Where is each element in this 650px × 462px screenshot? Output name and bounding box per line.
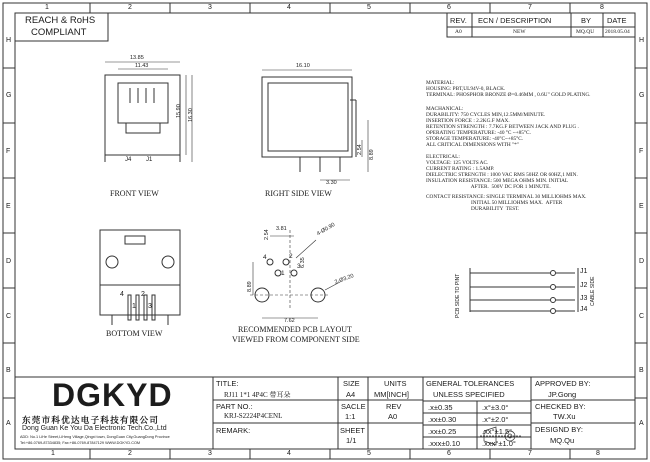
pcb-layout-caption-1: RECOMMENDED PCB LAYOUT xyxy=(238,325,352,334)
dim-side-width: 16.10 xyxy=(296,63,310,69)
checked-value: TW.Xu xyxy=(553,412,576,421)
size-label: SIZE xyxy=(343,379,360,388)
dim-pcb-7-62: 7.62 xyxy=(284,318,295,324)
dim-pcb-3-81: 3.81 xyxy=(276,226,287,232)
grid-row-d-right: D xyxy=(639,258,645,265)
tolerance-linear-2: .xx±0.30 xyxy=(428,415,457,424)
compliance-line-1: REACH & RoHS xyxy=(25,15,96,26)
side-view-drawing xyxy=(262,70,368,180)
spec-elec-dielectric: DIELECTRIC STRENGTH : 1000 VAC RMS 50HZ OR 60HZ,1 MIN. xyxy=(426,172,578,178)
spec-electrical-header: ELECTRICAL: xyxy=(426,154,460,160)
schematic-left-label: PCB SIDE TO PINT xyxy=(455,273,461,318)
grid-col-1: 1 xyxy=(45,4,49,11)
grid-row-e-right: E xyxy=(639,203,644,210)
grid-row-e: E xyxy=(6,203,11,210)
grid-col-2-bottom: 2 xyxy=(128,450,132,457)
rev-value-ecn: NEW xyxy=(513,29,526,35)
company-logo: DGKYD xyxy=(52,377,173,413)
grid-row-h-right: H xyxy=(639,37,645,44)
rev-header-date: DATE xyxy=(607,16,627,25)
grid-col-4-bottom: 4 xyxy=(287,450,291,457)
side-view-caption: RIGHT SIDE VIEW xyxy=(265,189,332,198)
bottom-view-drawing xyxy=(100,230,180,325)
checked-label: CHECKED BY: xyxy=(535,402,586,411)
approved-value: JP.Gong xyxy=(548,390,577,399)
schematic-pin-j3: J3 xyxy=(580,295,588,302)
pcb-pin-3: 3 xyxy=(297,263,301,270)
dim-pcb-hole-small: 4-Ø0.90 xyxy=(316,222,337,238)
dim-pcb-6-35: 6.35 xyxy=(300,257,306,268)
rev-header-by: BY xyxy=(581,16,592,25)
schematic-right-label: CABLE SIDE xyxy=(590,276,596,306)
spec-elec-current: CURRENT RATING : 1.5AMP. xyxy=(426,166,495,172)
tolerance-linear-1: .x±0.35 xyxy=(428,403,453,412)
dim-side-h1: 2.54 xyxy=(357,144,363,155)
dim-front-height-inner: 15.90 xyxy=(176,104,182,118)
spec-elec-voltage: VOLTAGE: 125 VOLTS AC. xyxy=(426,160,489,166)
spec-elec-insulation: INSULATION RESISTANCE: 500 MEGA OHMS MIN. INITIAL xyxy=(426,178,569,184)
pcb-pin-2: 2 xyxy=(289,253,293,260)
tolerance-header-1: GENERAL TOLERANCES xyxy=(426,379,515,388)
company-address: ADD: No.1 LiHe Street,LiHeng Village,Qingxi town, DongGuan City,GuangDong Province xyxy=(20,435,170,439)
designed-value: MQ.Qu xyxy=(550,436,575,445)
schematic-pin-j1: J1 xyxy=(580,268,588,275)
rev-header-rev: REV. xyxy=(450,16,467,25)
spec-mech-storage: STORAGE TEMPERATURE: -40°C~+85°C. xyxy=(426,136,524,142)
grid-col-1-bottom: 1 xyxy=(51,450,55,457)
rev-value-date: 2018.05.04 xyxy=(605,29,630,35)
spec-mech-retention: RETENTION STRENGTH : 7.7KG.F BETWEEN JACK AND PLUG . xyxy=(426,124,579,130)
grid-col-6: 6 xyxy=(447,4,451,11)
spec-material-housing: HOUSING: PBT,UL94V-0, BLACK. xyxy=(426,86,506,92)
designed-label: DESIGND BY: xyxy=(535,425,583,434)
spec-elec-contact: CONTACT RESISTANCE: SINGLE TERMINAL 30 MILLIOHMS MAX. xyxy=(426,194,587,200)
schematic-pin-j2: J2 xyxy=(580,282,588,289)
dim-pcb-8-89: 8.89 xyxy=(247,281,253,292)
schematic-pin-j4: J4 xyxy=(580,306,588,313)
title-value: RJ11 1*1 4P4C 带耳朵 xyxy=(224,391,291,399)
schematic-drawing xyxy=(470,268,578,314)
units-value: MM[INCH] xyxy=(374,390,409,399)
spec-mech-critical: ALL CRITICAL DIMENSIONS WITH "*" xyxy=(426,142,519,148)
bottom-pin-3: 3 xyxy=(148,303,152,310)
spec-mech-insertion: INSERTION FORCE : 2.2KG.F MAX. xyxy=(426,118,510,124)
pcb-pin-1: 1 xyxy=(281,270,285,277)
scale-value: 1:1 xyxy=(345,412,356,421)
dim-front-width-inner: 11.43 xyxy=(135,63,149,69)
part-no-value: KRJ-S2224P4CENL xyxy=(224,412,283,420)
front-label-j4: J4 xyxy=(125,157,132,163)
grid-row-c-right: C xyxy=(639,313,645,320)
tolerance-linear-3: .xx±0.25 xyxy=(428,427,457,436)
rev-value-by: MQ.QU xyxy=(576,29,595,35)
grid-col-5-bottom: 5 xyxy=(367,450,371,457)
grid-row-h: H xyxy=(6,37,12,44)
company-name-en: Dong Guan Ke You Da Electronic Tech.Co.,Ltd xyxy=(22,425,167,432)
grid-col-5: 5 xyxy=(367,4,371,11)
grid-col-2: 2 xyxy=(128,4,132,11)
front-view-caption: FRONT VIEW xyxy=(110,189,159,198)
grid-col-8: 8 xyxy=(600,4,604,11)
sheet-label: SHEET xyxy=(340,426,366,435)
bottom-pin-2: 2 xyxy=(141,291,145,298)
grid-row-g-right: G xyxy=(639,92,645,99)
company-name-cn: 东莞市科优达电子科技有限公司 xyxy=(22,415,160,425)
grid-col-3-bottom: 3 xyxy=(208,450,212,457)
pcb-layout-caption-2: VIEWED FROM COMPONENT SIDE xyxy=(232,335,360,344)
grid-col-4: 4 xyxy=(287,4,291,11)
compliance-line-2: COMPLIANT xyxy=(31,27,87,38)
grid-row-a: A xyxy=(6,420,11,427)
dim-side-bottom: 3.30 xyxy=(326,180,337,186)
grid-col-8-bottom: 8 xyxy=(596,450,600,457)
rev-value: A0 xyxy=(388,412,398,421)
bottom-view-caption: BOTTOM VIEW xyxy=(106,329,163,338)
spec-mech-operating: OPERATING TEMPERATURE: -40 °C ~+85°C. xyxy=(426,130,531,136)
spec-elec-contact-initial: INITIAL 50 MILLIOHMS MAX. AFTER xyxy=(426,200,563,206)
rev-label: REV xyxy=(386,402,402,411)
dim-front-height-outer: 16.30 xyxy=(188,108,194,122)
remark-label: REMARK: xyxy=(216,426,251,435)
grid-row-b-right: B xyxy=(639,367,644,374)
part-no-label: PART NO.: xyxy=(216,402,253,411)
scale-label: SACLE xyxy=(341,402,366,411)
rev-header-ecn: ECN / DESCRIPTION xyxy=(478,16,552,25)
size-value: A4 xyxy=(346,390,356,399)
bottom-pin-1: 1 xyxy=(132,303,136,310)
pcb-pin-4: 4 xyxy=(263,254,267,261)
grid-row-b: B xyxy=(6,367,11,374)
bottom-pin-4: 4 xyxy=(120,291,124,298)
approved-label: APPROVED BY: xyxy=(535,379,591,388)
spec-material-terminal: TERMINAL: PHOSPHOR BRONZE Ø=0.46MM , 0.6U" GOLD PLATING. xyxy=(426,92,591,98)
spec-mechanical-header: MACHANICAL: xyxy=(426,106,464,112)
grid-col-3: 3 xyxy=(208,4,212,11)
grid-col-7-bottom: 7 xyxy=(528,450,532,457)
grid-row-g: G xyxy=(6,92,12,99)
dim-side-h2: 8.89 xyxy=(369,149,375,160)
sheet-value: 1/1 xyxy=(346,436,357,445)
spec-elec-insulation-after: AFTER. 500V DC FOR 1 MINUTE. xyxy=(426,184,551,190)
front-label-j1: J1 xyxy=(146,157,153,163)
grid-row-a-right: A xyxy=(639,420,644,427)
tolerance-linear-4: .xxx±0.10 xyxy=(428,439,461,448)
tolerance-angular-3: .xx°±1.5° xyxy=(482,427,513,436)
tolerance-angular-1: .x°±3.0° xyxy=(482,403,509,412)
company-contact: Tel:+86-0769-87334835; Fax:+86-0769-87847129 WWW.DGKYD.COM xyxy=(20,441,141,445)
grid-row-c: C xyxy=(6,313,12,320)
tolerance-angular-4: .xxx°±1.0° xyxy=(482,439,516,448)
grid-col-6-bottom: 6 xyxy=(447,450,451,457)
rev-value-rev: A0 xyxy=(455,29,462,35)
dim-front-width-outer: 13.85 xyxy=(130,55,144,61)
spec-material-header: MATERIAL: xyxy=(426,80,455,86)
grid-row-d: D xyxy=(6,258,12,265)
dim-pcb-2-54: 2.54 xyxy=(264,229,270,240)
dim-pcb-hole-large: 2-Ø3.20 xyxy=(334,273,355,286)
pcb-layout-drawing xyxy=(250,230,340,318)
grid-row-f: F xyxy=(6,148,11,155)
tolerance-header-2: UNLESS SPECIFIED xyxy=(433,390,505,399)
spec-elec-contact-durability: DURABILITY TEST. xyxy=(426,206,520,212)
spec-mech-durability: DURABILITY: 750 CYCLES MIN,12.5MM/MINUTE. xyxy=(426,112,546,118)
tolerance-angular-2: .x°±2.0° xyxy=(482,415,509,424)
grid-row-f-right: F xyxy=(639,148,644,155)
title-label: TITLE: xyxy=(216,379,239,388)
units-label: UNITS xyxy=(384,379,407,388)
grid-col-7: 7 xyxy=(528,4,532,11)
